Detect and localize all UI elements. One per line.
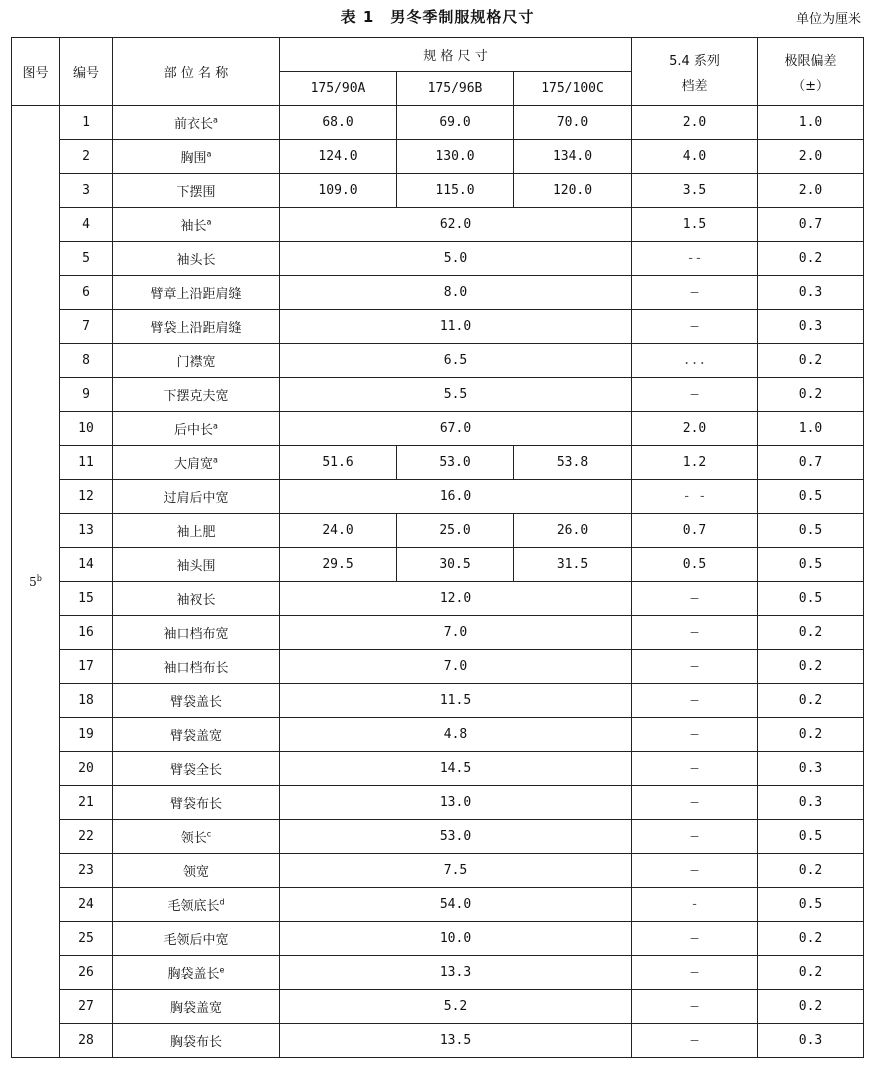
part-name-cell (113, 820, 280, 854)
part-name: 臂袋上沿距肩缝 (150, 321, 242, 336)
grade-cell: 0.5 (632, 548, 758, 582)
item-number-cell: 4 (60, 208, 113, 242)
item-number-cell: 24 (60, 888, 113, 922)
size-value-merged: 5.5 (280, 378, 632, 412)
grade-cell: — (632, 718, 758, 752)
grade-cell: — (632, 820, 758, 854)
size-value-merged: 7.0 (280, 616, 632, 650)
footnote-mark: a (206, 217, 212, 227)
header-part-name: 部 位 名 称 (113, 38, 280, 106)
table-row (12, 922, 864, 956)
part-name-cell (113, 140, 280, 174)
part-name: 袖衩长 (176, 593, 216, 608)
table-row (12, 752, 864, 786)
grade-cell: — (632, 582, 758, 616)
part-name: 袖头长 (176, 253, 216, 268)
tolerance-cell: 0.7 (758, 208, 864, 242)
figure-number: 5 (29, 574, 37, 589)
item-number-cell: 11 (60, 446, 113, 480)
item-number-cell: 13 (60, 514, 113, 548)
part-name: 领长 (180, 831, 207, 846)
item-number-cell: 16 (60, 616, 113, 650)
table-title: 表 1 男冬季制服规格尺寸 (340, 8, 535, 26)
grade-cell: — (632, 752, 758, 786)
item-number-cell: 23 (60, 854, 113, 888)
part-name: 胸围 (180, 151, 207, 166)
grade-cell: — (632, 378, 758, 412)
size-value-merged: 13.0 (280, 786, 632, 820)
grade-cell: -- (632, 242, 758, 276)
header-tolerance-line1: 极限偏差 (784, 53, 837, 69)
figure-number-cell (12, 106, 60, 1058)
part-name: 臂袋布长 (169, 797, 222, 812)
part-name-cell (113, 854, 280, 888)
item-number-cell: 1 (60, 106, 113, 140)
part-name-cell (113, 378, 280, 412)
size-value-c: 26.0 (514, 514, 632, 548)
part-name-cell (113, 990, 280, 1024)
table-row (12, 990, 864, 1024)
table-row (12, 174, 864, 208)
part-name: 袖口档布宽 (163, 627, 229, 642)
table-row (12, 548, 864, 582)
grade-cell: ... (632, 344, 758, 378)
table-row (12, 140, 864, 174)
size-value-merged: 11.5 (280, 684, 632, 718)
part-name-cell (113, 684, 280, 718)
item-number-cell: 18 (60, 684, 113, 718)
tolerance-cell: 1.0 (758, 106, 864, 140)
part-name-cell (113, 616, 280, 650)
item-number-cell: 2 (60, 140, 113, 174)
grade-cell: 4.0 (632, 140, 758, 174)
part-name-cell (113, 480, 280, 514)
size-value-merged: 53.0 (280, 820, 632, 854)
table-row (12, 208, 864, 242)
part-name-cell (113, 208, 280, 242)
table-row (12, 514, 864, 548)
size-value-merged: 8.0 (280, 276, 632, 310)
grade-cell: 3.5 (632, 174, 758, 208)
table-row (12, 956, 864, 990)
size-value-b: 130.0 (397, 140, 514, 174)
footnote-mark: a (213, 115, 218, 125)
footnote-mark: a (213, 421, 218, 431)
grade-cell: — (632, 684, 758, 718)
tolerance-cell: 1.0 (758, 412, 864, 446)
grade-cell: 0.7 (632, 514, 758, 548)
tolerance-cell: 0.2 (758, 684, 864, 718)
tolerance-cell: 0.5 (758, 820, 864, 854)
tolerance-cell: 0.2 (758, 922, 864, 956)
table-row (12, 786, 864, 820)
size-value-b: 53.0 (397, 446, 514, 480)
part-name: 毛领底长 (167, 899, 220, 914)
header-grade (632, 38, 758, 106)
part-name-cell (113, 446, 280, 480)
size-value-merged: 11.0 (280, 310, 632, 344)
part-name-cell (113, 344, 280, 378)
grade-cell: — (632, 922, 758, 956)
item-number-cell: 17 (60, 650, 113, 684)
part-name: 臂袋盖宽 (169, 729, 222, 744)
item-number-cell: 26 (60, 956, 113, 990)
table-row (12, 446, 864, 480)
size-value-a: 109.0 (280, 174, 397, 208)
item-number-cell: 28 (60, 1024, 113, 1058)
size-value-b: 25.0 (397, 514, 514, 548)
part-name: 毛领后中宽 (163, 933, 229, 948)
size-value-merged: 4.8 (280, 718, 632, 752)
size-value-merged: 54.0 (280, 888, 632, 922)
table-row (12, 616, 864, 650)
table-row (12, 310, 864, 344)
size-value-merged: 5.2 (280, 990, 632, 1024)
grade-cell: - - (632, 480, 758, 514)
size-value-b: 115.0 (397, 174, 514, 208)
part-name-cell (113, 276, 280, 310)
size-value-merged: 10.0 (280, 922, 632, 956)
table-row (12, 412, 864, 446)
grade-cell: - (632, 888, 758, 922)
part-name: 大肩宽 (174, 457, 214, 472)
size-value-merged: 7.0 (280, 650, 632, 684)
size-value-a: 24.0 (280, 514, 397, 548)
tolerance-cell: 0.7 (758, 446, 864, 480)
table-row (12, 854, 864, 888)
item-number-cell: 9 (60, 378, 113, 412)
part-name-cell (113, 174, 280, 208)
tolerance-cell: 0.5 (758, 548, 864, 582)
grade-cell: 2.0 (632, 412, 758, 446)
table-row (12, 242, 864, 276)
item-number-cell: 25 (60, 922, 113, 956)
item-number-cell: 3 (60, 174, 113, 208)
table-row (12, 650, 864, 684)
header-tolerance-line2: （±） (792, 78, 829, 94)
size-value-b: 30.5 (397, 548, 514, 582)
part-name: 前衣长 (174, 117, 214, 132)
tolerance-cell: 0.2 (758, 650, 864, 684)
part-name-cell (113, 106, 280, 140)
table-row (12, 684, 864, 718)
part-name: 袖口档布长 (163, 661, 229, 676)
part-name: 门襟宽 (176, 355, 216, 370)
part-name: 胸袋盖宽 (169, 1001, 222, 1016)
item-number-cell: 8 (60, 344, 113, 378)
table-body (12, 106, 864, 1058)
part-name-cell (113, 514, 280, 548)
part-name: 袖长 (180, 219, 207, 234)
footnote-mark: e (219, 965, 225, 975)
table-row (12, 820, 864, 854)
size-value-a: 124.0 (280, 140, 397, 174)
part-name: 臂袋盖长 (169, 695, 222, 710)
tolerance-cell: 0.5 (758, 582, 864, 616)
grade-cell: — (632, 990, 758, 1024)
tolerance-cell: 2.0 (758, 140, 864, 174)
table-row (12, 106, 864, 140)
item-number-cell: 22 (60, 820, 113, 854)
tolerance-cell: 0.2 (758, 956, 864, 990)
part-name-cell (113, 412, 280, 446)
grade-cell: — (632, 616, 758, 650)
footnote-mark: a (206, 149, 212, 159)
tolerance-cell: 0.3 (758, 1024, 864, 1058)
part-name-cell (113, 1024, 280, 1058)
tolerance-cell: 0.2 (758, 854, 864, 888)
part-name: 后中长 (174, 423, 214, 438)
item-number-cell: 5 (60, 242, 113, 276)
part-name-cell (113, 242, 280, 276)
header-spec-size: 规 格 尺 寸 (280, 38, 632, 72)
grade-cell: 1.2 (632, 446, 758, 480)
item-number-cell: 7 (60, 310, 113, 344)
size-value-merged: 5.0 (280, 242, 632, 276)
item-number-cell: 6 (60, 276, 113, 310)
tolerance-cell: 0.3 (758, 752, 864, 786)
grade-cell: — (632, 1024, 758, 1058)
size-value-c: 120.0 (514, 174, 632, 208)
table-row (12, 888, 864, 922)
part-name: 胸袋盖长 (167, 967, 220, 982)
part-name: 臂袋全长 (169, 763, 222, 778)
size-value-a: 51.6 (280, 446, 397, 480)
size-value-merged: 12.0 (280, 582, 632, 616)
grade-cell: — (632, 310, 758, 344)
size-value-merged: 62.0 (280, 208, 632, 242)
tolerance-cell: 0.3 (758, 310, 864, 344)
part-name-cell (113, 310, 280, 344)
item-number-cell: 14 (60, 548, 113, 582)
size-value-b: 69.0 (397, 106, 514, 140)
size-value-merged: 13.5 (280, 1024, 632, 1058)
grade-cell: — (632, 786, 758, 820)
size-value-merged: 14.5 (280, 752, 632, 786)
footnote-mark: c (206, 829, 212, 839)
item-number-cell: 20 (60, 752, 113, 786)
grade-cell: 2.0 (632, 106, 758, 140)
tolerance-cell: 0.5 (758, 514, 864, 548)
part-name-cell (113, 752, 280, 786)
table-row (12, 378, 864, 412)
part-name-cell (113, 922, 280, 956)
size-value-c: 134.0 (514, 140, 632, 174)
part-name: 过肩后中宽 (163, 491, 229, 506)
part-name-cell (113, 786, 280, 820)
header-item-no: 编号 (60, 38, 113, 106)
grade-cell: 1.5 (632, 208, 758, 242)
part-name: 下摆围 (176, 185, 216, 200)
tolerance-cell: 0.3 (758, 786, 864, 820)
part-name-cell (113, 548, 280, 582)
unit-note: 单位为厘米 (795, 12, 861, 27)
tolerance-cell: 0.5 (758, 888, 864, 922)
part-name: 下摆克夫宽 (163, 389, 229, 404)
table-row (12, 276, 864, 310)
tolerance-cell: 0.3 (758, 276, 864, 310)
part-name: 领宽 (182, 865, 209, 880)
part-name: 臂章上沿距肩缝 (150, 287, 242, 302)
footnote-mark: a (213, 455, 218, 465)
header-size-c: 175/100C (514, 72, 632, 106)
grade-cell: — (632, 650, 758, 684)
figure-note-mark: b (36, 573, 42, 583)
size-value-merged: 13.3 (280, 956, 632, 990)
table-row (12, 1024, 864, 1058)
item-number-cell: 15 (60, 582, 113, 616)
header-size-a: 175/90A (280, 72, 397, 106)
part-name: 袖头围 (176, 559, 216, 574)
part-name-cell (113, 582, 280, 616)
table-row (12, 718, 864, 752)
header-figure-no: 图号 (12, 38, 60, 106)
tolerance-cell: 0.2 (758, 242, 864, 276)
tolerance-cell: 0.2 (758, 616, 864, 650)
table-row (12, 480, 864, 514)
size-spec-table (11, 37, 864, 1058)
part-name-cell (113, 888, 280, 922)
table-row (12, 344, 864, 378)
size-value-c: 70.0 (514, 106, 632, 140)
header-size-b: 175/96B (397, 72, 514, 106)
item-number-cell: 21 (60, 786, 113, 820)
size-value-a: 68.0 (280, 106, 397, 140)
size-value-c: 53.8 (514, 446, 632, 480)
tolerance-cell: 0.2 (758, 718, 864, 752)
grade-cell: — (632, 276, 758, 310)
tolerance-cell: 2.0 (758, 174, 864, 208)
table-row (12, 582, 864, 616)
part-name-cell (113, 650, 280, 684)
item-number-cell: 10 (60, 412, 113, 446)
tolerance-cell: 0.2 (758, 990, 864, 1024)
tolerance-cell: 0.5 (758, 480, 864, 514)
header-grade-line1: 5.4 系列 (669, 53, 720, 69)
size-value-merged: 6.5 (280, 344, 632, 378)
item-number-cell: 12 (60, 480, 113, 514)
size-value-merged: 7.5 (280, 854, 632, 888)
footnote-mark: d (219, 897, 225, 907)
header-grade-line2: 档差 (681, 78, 708, 94)
table-caption (0, 0, 875, 36)
part-name-cell (113, 718, 280, 752)
header-tolerance (758, 38, 864, 106)
item-number-cell: 19 (60, 718, 113, 752)
grade-cell: — (632, 956, 758, 990)
grade-cell: — (632, 854, 758, 888)
size-value-c: 31.5 (514, 548, 632, 582)
part-name: 胸袋布长 (169, 1035, 222, 1050)
table-header (12, 38, 864, 106)
part-name: 袖上肥 (176, 525, 216, 540)
size-value-merged: 67.0 (280, 412, 632, 446)
tolerance-cell: 0.2 (758, 378, 864, 412)
part-name-cell (113, 956, 280, 990)
tolerance-cell: 0.2 (758, 344, 864, 378)
size-value-merged: 16.0 (280, 480, 632, 514)
item-number-cell: 27 (60, 990, 113, 1024)
size-value-a: 29.5 (280, 548, 397, 582)
